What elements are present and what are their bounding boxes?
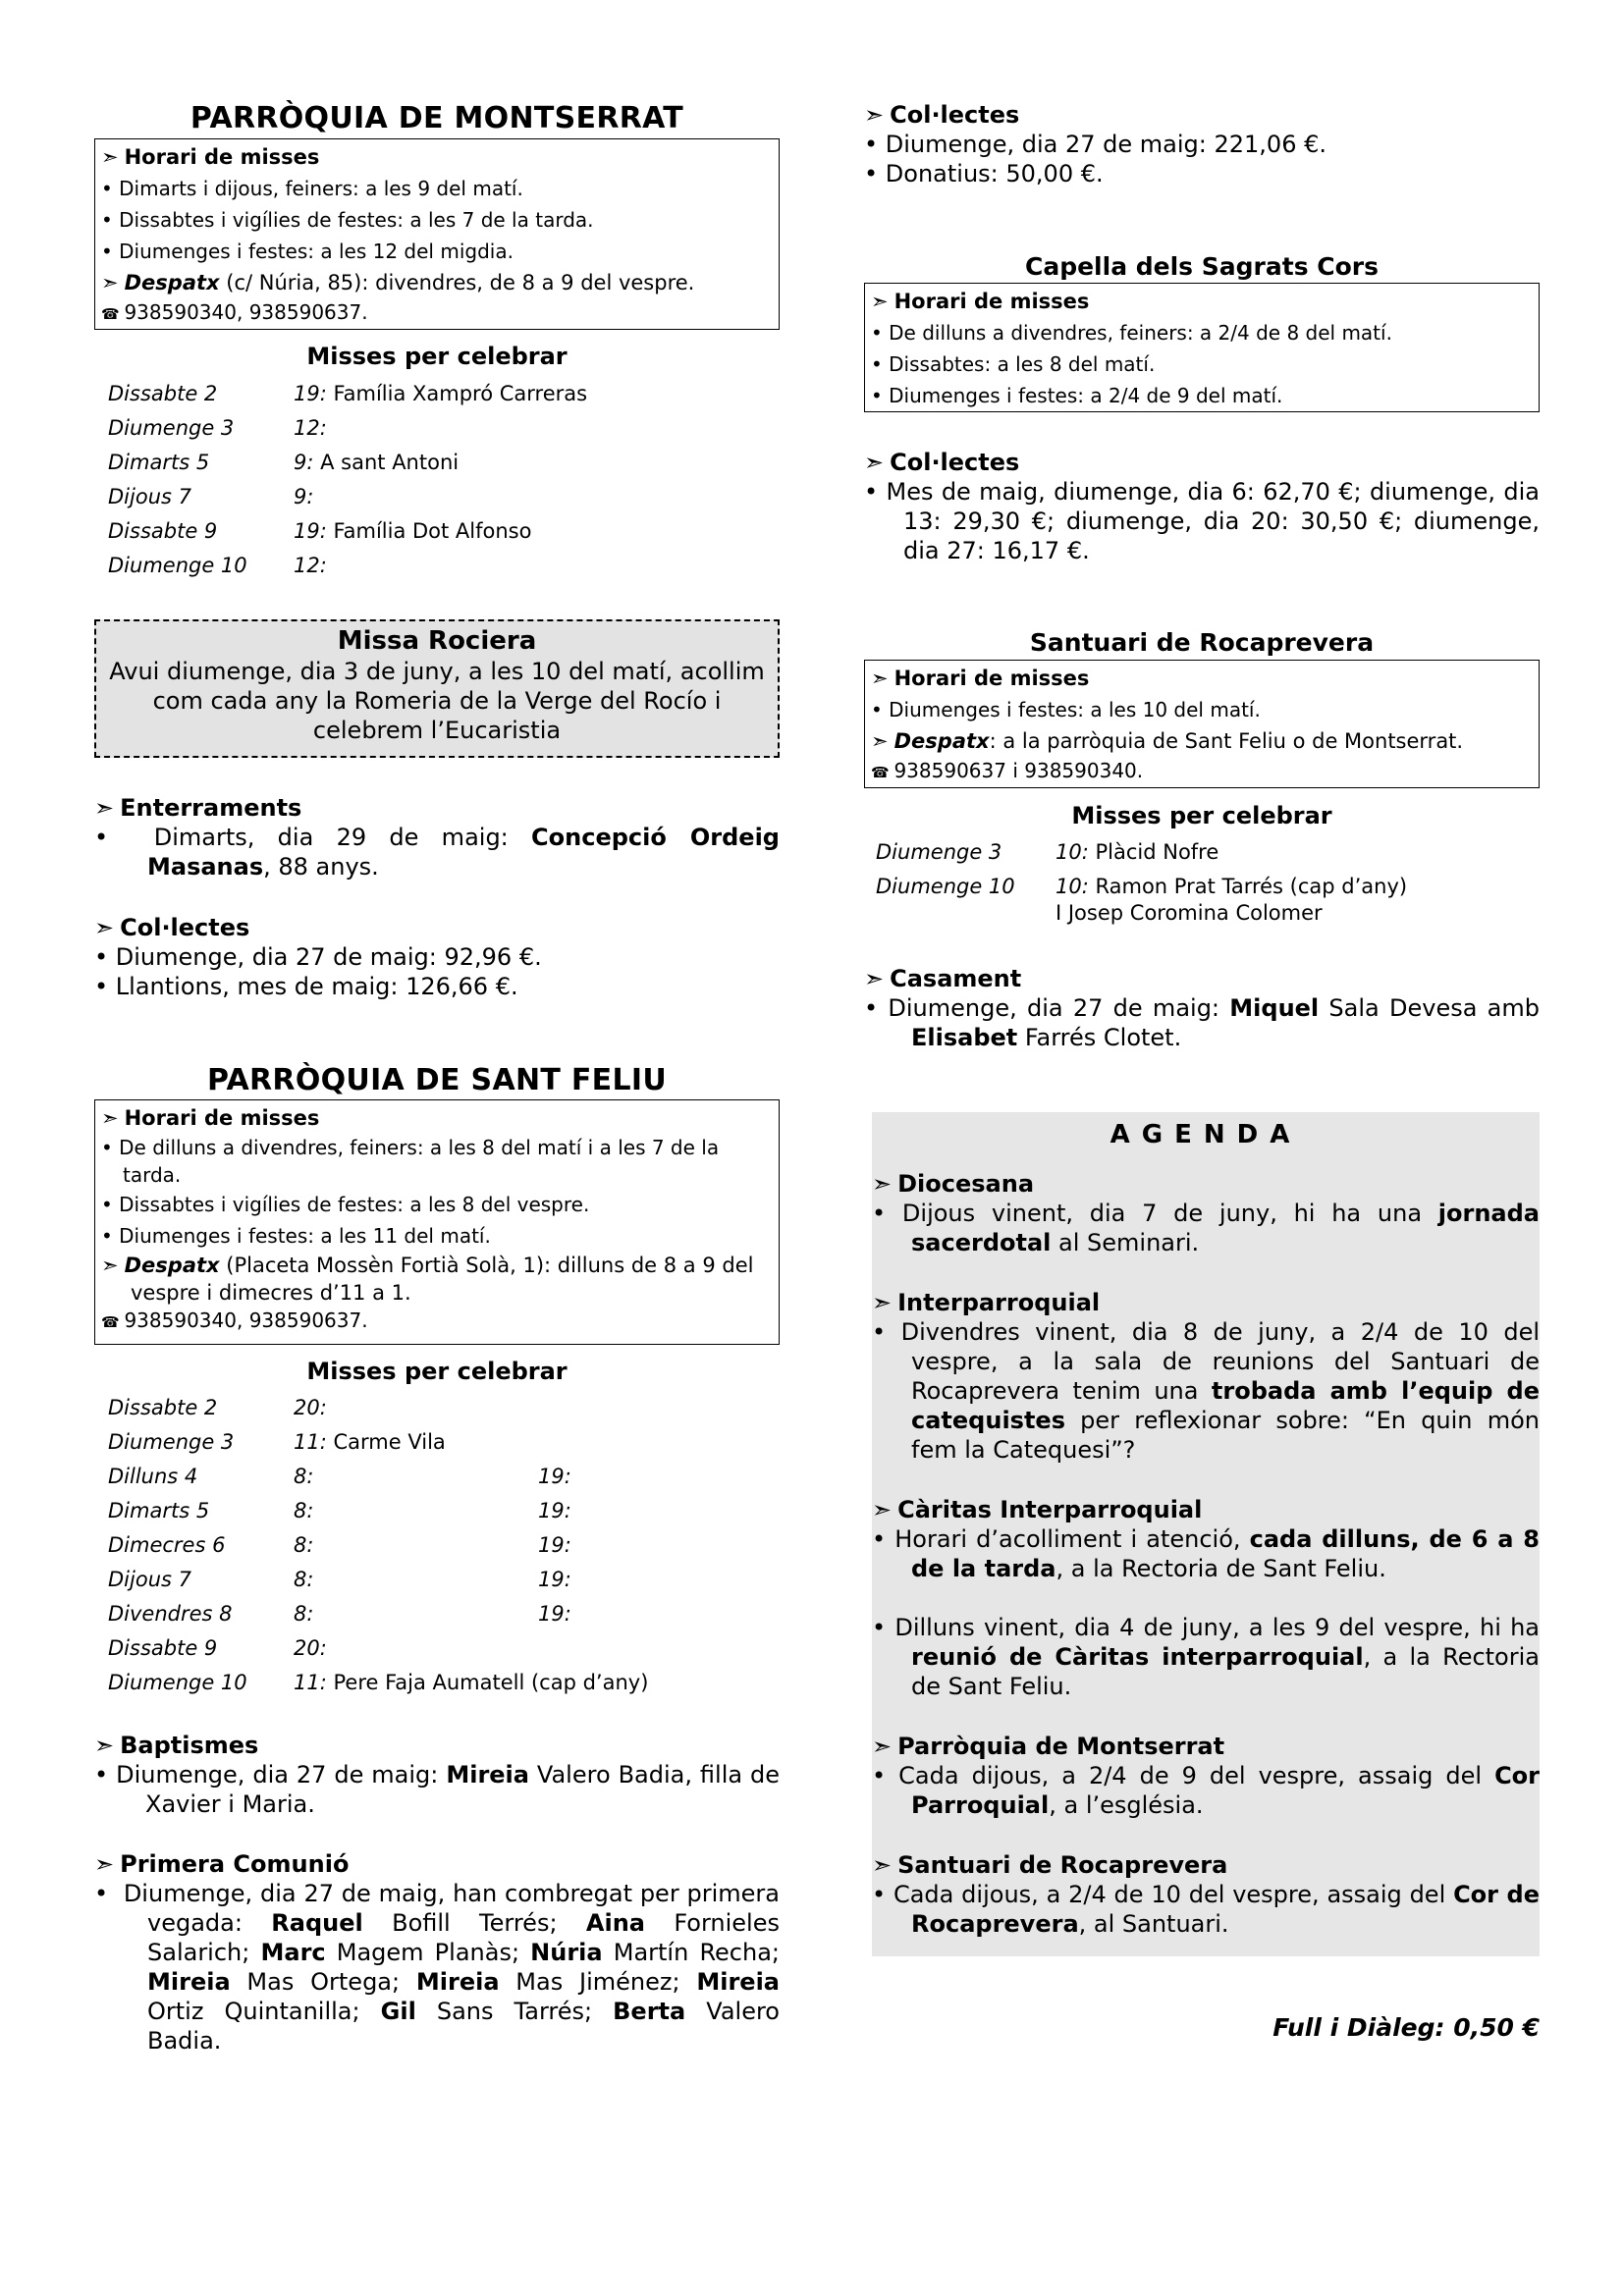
arrow-icon: ➣ — [864, 449, 885, 476]
table-row: Dimarts 5 8: 19: — [108, 1499, 571, 1522]
santfeliu-horari-line: • Diumenges i festes: a les 11 del matí. — [101, 1224, 491, 1248]
collectes-item: • Diumenge, dia 27 de maig: 92,96 €. — [94, 943, 542, 971]
phone-icon: ☎ — [101, 1313, 125, 1331]
agenda-item: • Divendres vinent, dia 8 de juny, a 2/4 de 10 del vespre, a la sala de reunions del Santuari de Rocaprevera tenim una trobada amb l’equip de catequistes per reflexionar sobre: “En quin món fem la Catequesi”? — [872, 1318, 1541, 1464]
agenda-heading: ➣ Càritas Interparroquial — [872, 1496, 1203, 1523]
arrow-icon: ➣ — [872, 1733, 893, 1760]
agenda-title: AGENDA — [1110, 1120, 1302, 1149]
montserrat-horari-line: • Dimarts i dijous, feiners: a les 9 del matí. — [101, 177, 523, 200]
santfeliu-title: PARRÒQUIA DE SANT FELIU — [206, 1063, 668, 1097]
agenda-rocaprevera — [872, 1850, 1540, 1939]
enterraments-item: • Dimarts, dia 29 de maig: Concepció Ordeig Masanas, 88 anys. — [94, 824, 780, 881]
casament-section — [864, 964, 1540, 1052]
agenda-diocesana — [872, 1169, 1540, 1257]
arrow-icon: ➣ — [871, 729, 889, 753]
phone-icon: ☎ — [101, 305, 125, 323]
arrow-icon: ➣ — [864, 101, 885, 129]
agenda-heading: ➣ Diocesana — [872, 1170, 1035, 1198]
collectes-item: • Llantions, mes de maig: 126,66 €. — [94, 973, 518, 1000]
agenda-item: • Cada dijous, a 2/4 de 10 del vespre, assaig del Cor de Rocaprevera, al Santuari. — [872, 1881, 1540, 1938]
rocaprevera-title: Santuari de Rocaprevera — [1029, 628, 1375, 657]
santfeliu-misses-title: Misses per celebrar — [306, 1358, 568, 1385]
capella-horari-heading: ➣ Horari de misses — [871, 290, 1090, 313]
agenda-interparroquial — [872, 1288, 1540, 1465]
arrow-icon: ➣ — [94, 1732, 115, 1759]
montserrat-horari-line: • Dissabtes i vigílies de festes: a les 7 de la tarda. — [101, 208, 594, 232]
arrow-icon: ➣ — [94, 914, 115, 941]
arrow-icon: ➣ — [871, 290, 889, 313]
arrow-icon: ➣ — [864, 965, 885, 992]
table-row: Diumenge 3 11: Carme Vila — [108, 1430, 446, 1454]
rociera-box — [94, 619, 780, 758]
arrow-icon: ➣ — [94, 1850, 115, 1878]
agenda-heading: ➣ Parròquia de Montserrat — [872, 1733, 1225, 1760]
collectes-item: • Mes de maig, diumenge, dia 6: 62,70 €; diumenge, dia 13: 29,30 €; diumenge, dia 20: 30,50 €; diumenge, dia 27: 16,17 €. — [864, 478, 1540, 564]
collectes-item: • Diumenge, dia 27 de maig: 221,06 €. — [864, 131, 1326, 158]
casament-heading: ➣ Casament — [864, 965, 1022, 992]
baptismes-section — [94, 1731, 780, 1819]
enterraments-section — [94, 793, 780, 881]
arrow-icon: ➣ — [872, 1851, 893, 1879]
baptismes-item: • Diumenge, dia 27 de maig: Mireia Valero Badia, filla de Xavier i Maria. — [94, 1761, 781, 1818]
casament-item: • Diumenge, dia 27 de maig: Miquel Sala Devesa amb Elisabet Farrés Clotet. — [864, 994, 1541, 1051]
capella-horari-line: • Dissabtes: a les 8 del matí. — [871, 352, 1156, 376]
arrow-icon: ➣ — [101, 1254, 119, 1277]
table-row: Dissabte 2 19: Família Xampró Carreras — [108, 382, 588, 405]
collectes-heading: ➣ Col·lectes — [94, 914, 250, 941]
table-row: Dijous 7 9: — [108, 485, 314, 508]
arrow-icon: ➣ — [101, 145, 119, 169]
santfeliu-despatx: ➣ Despatx (Placeta Mossèn Fortià Solà, 1): dilluns de 8 a 9 del vespre i dimecres d’11 a 1. — [101, 1254, 754, 1305]
footer-price: Full i Diàleg: 0,50 € — [1272, 2013, 1540, 2042]
capella-horari-line: • De dilluns a divendres, feiners: a 2/4 de 8 del matí. — [871, 321, 1392, 345]
rocaprevera-despatx: ➣ Despatx: a la parròquia de Sant Feliu o de Montserrat. — [871, 729, 1464, 753]
agenda-caritas — [872, 1495, 1540, 1701]
agenda-heading: ➣ Santuari de Rocaprevera — [872, 1851, 1228, 1879]
agenda-montserrat — [872, 1732, 1540, 1820]
table-row: Divendres 8 8: 19: — [108, 1602, 571, 1626]
comunio-section — [94, 1849, 780, 2056]
rocaprevera-misses-table — [864, 835, 1540, 923]
table-row: Dimarts 5 9: A sant Antoni — [108, 451, 460, 474]
table-row: Diumenge 10 10: Ramon Prat Tarrés (cap d’any) I Josep Coromina Colomer — [876, 875, 1408, 925]
collectes-montserrat-section — [94, 913, 780, 1001]
rocaprevera-misses-title: Misses per celebrar — [1071, 802, 1332, 829]
table-row: Dimecres 6 8: 19: — [108, 1533, 571, 1557]
montserrat-title: PARRÒQUIA DE MONTSERRAT — [189, 101, 684, 135]
capella-horari-line: • Diumenges i festes: a 2/4 de 9 del matí. — [871, 384, 1283, 407]
montserrat-despatx: ➣ Despatx (c/ Núria, 85): divendres, de 8 a 9 del vespre. — [101, 271, 695, 294]
montserrat-misses-title: Misses per celebrar — [306, 343, 568, 370]
capella-horari-box — [864, 283, 1540, 412]
santfeliu-horari-heading: ➣ Horari de misses — [101, 1106, 320, 1130]
collectes-top-section — [864, 100, 1540, 188]
table-row: Diumenge 3 10: Plàcid Nofre — [876, 840, 1219, 864]
agenda-item: • Dilluns vinent, dia 4 de juny, a les 9 del vespre, hi ha reunió de Càritas interparroquial, a la Rectoria de Sant Feliu. — [872, 1614, 1540, 1700]
table-row: Diumenge 3 12: — [108, 416, 327, 440]
rociera-title: Missa Rociera — [337, 626, 537, 656]
arrow-icon: ➣ — [872, 1170, 893, 1198]
montserrat-misses-table — [94, 377, 780, 583]
rocaprevera-horari-heading: ➣ Horari de misses — [871, 667, 1090, 690]
rocaprevera-horari-box — [864, 660, 1540, 788]
agenda-box — [872, 1112, 1540, 1956]
capella-title: Capella dels Sagrats Cors — [1024, 252, 1380, 281]
comunio-item: • Diumenge, dia 27 de maig, han combregat per primera vegada: Raquel Bofill Terrés; Aina Fornieles Salarich; Marc Magem Planàs; Núria Martín Recha; Mireia Mas Ortega; Mireia Mas Jiménez; Mireia Ortiz Quintanilla; Gil Sans Tarrés; Berta Valero Badia. — [94, 1880, 781, 2055]
collectes-heading: ➣ Col·lectes — [864, 449, 1020, 476]
rociera-text: Avui diumenge, dia 3 de juny, a les 10 del matí, acollim com cada any la Romeria de la Verge del Rocío i celebrem l’Eucaristia — [109, 658, 765, 744]
phone-icon: ☎ — [871, 764, 894, 781]
collectes-item: • Donatius: 50,00 €. — [864, 160, 1104, 187]
montserrat-horari-line: • Diumenges i festes: a les 12 del migdia. — [101, 240, 514, 263]
arrow-icon: ➣ — [872, 1496, 893, 1523]
rocaprevera-horari-line: • Diumenges i festes: a les 10 del matí. — [871, 698, 1261, 721]
table-row: Dissabte 9 20: — [108, 1636, 327, 1660]
agenda-item: • Horari d’acolliment i atenció, cada dilluns, de 6 a 8 de la tarda, a la Rectoria de Sant Feliu. — [872, 1525, 1541, 1582]
montserrat-telefons: ☎ 938590340, 938590637. — [101, 300, 368, 324]
agenda-item: • Dijous vinent, dia 7 de juny, hi ha una jornada sacerdotal al Seminari. — [872, 1200, 1540, 1256]
arrow-icon: ➣ — [101, 271, 119, 294]
arrow-icon: ➣ — [94, 794, 115, 822]
agenda-heading: ➣ Interparroquial — [872, 1289, 1101, 1316]
enterraments-heading: ➣ Enterraments — [94, 794, 302, 822]
santfeliu-misses-table — [94, 1391, 780, 1700]
table-row: Dissabte 2 20: — [108, 1396, 327, 1419]
collectes-capella-section — [864, 448, 1540, 565]
santfeliu-horari-line: • De dilluns a divendres, feiners: a les 8 del matí i a les 7 de la tarda. — [101, 1136, 720, 1187]
comunio-heading: ➣ Primera Comunió — [94, 1850, 350, 1878]
arrow-icon: ➣ — [872, 1289, 893, 1316]
arrow-icon: ➣ — [871, 667, 889, 690]
table-row: Diumenge 10 11: Pere Faja Aumatell (cap d’any) — [108, 1671, 649, 1694]
montserrat-horari-box — [94, 138, 780, 330]
montserrat-horari-heading: ➣ Horari de misses — [101, 145, 320, 169]
collectes-heading: ➣ Col·lectes — [864, 101, 1020, 129]
rocaprevera-telefons: ☎ 938590637 i 938590340. — [871, 759, 1144, 782]
table-row: Dilluns 4 8: 19: — [108, 1465, 571, 1488]
santfeliu-horari-line: • Dissabtes i vigílies de festes: a les 8 del vespre. — [101, 1193, 590, 1216]
arrow-icon: ➣ — [101, 1106, 119, 1130]
santfeliu-telefons: ☎ 938590340, 938590637. — [101, 1308, 368, 1332]
santfeliu-horari-box — [94, 1099, 780, 1345]
table-row: Dissabte 9 19: Família Dot Alfonso — [108, 519, 532, 543]
agenda-item: • Cada dijous, a 2/4 de 9 del vespre, assaig del Cor Parroquial, a l’església. — [872, 1762, 1540, 1819]
table-row: Diumenge 10 12: — [108, 554, 327, 577]
table-row: Dijous 7 8: 19: — [108, 1568, 571, 1591]
baptismes-heading: ➣ Baptismes — [94, 1732, 259, 1759]
